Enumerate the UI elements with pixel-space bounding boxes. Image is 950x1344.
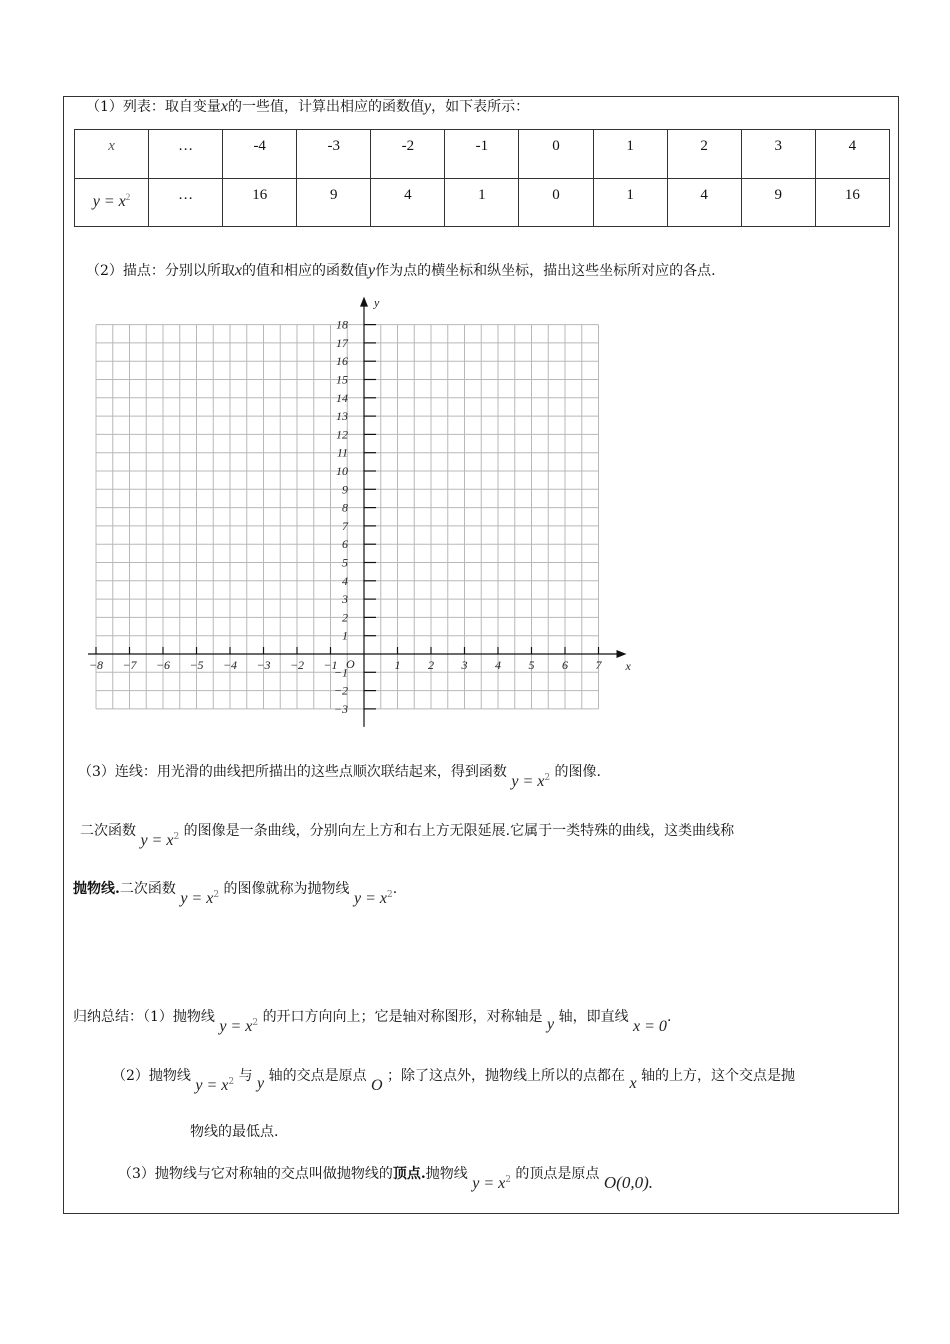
y-tick-label: 17 xyxy=(336,335,348,350)
x-tick-label: −4 xyxy=(222,658,238,672)
summary2-line: （2）抛物线 $y = x^2$ 与 y 轴的交点是原点 O ；除了这点外，抛物线上所以的点都在 x 轴的上方，这个交点是抛 xyxy=(112,1068,796,1094)
table-cell: 0 xyxy=(519,178,593,227)
table-cell: 1 xyxy=(593,178,667,227)
x-tick-label: −6 xyxy=(155,658,171,672)
x-tick-label: 2 xyxy=(428,658,434,672)
x-tick-label: 4 xyxy=(495,658,501,672)
value-table xyxy=(74,129,890,227)
y-tick-label: 13 xyxy=(336,409,348,424)
table-cell: 4 xyxy=(815,130,889,179)
table-row-x xyxy=(75,130,890,179)
summary3-line: （3）抛物线与它对称轴的交点叫做抛物线的顶点.抛物线 $y = x^2$ 的顶点是原点 O(0,0). xyxy=(118,1166,653,1192)
table-cell: -2 xyxy=(371,130,445,179)
table-cell: -1 xyxy=(445,130,519,179)
y-tick-label: 6 xyxy=(342,537,348,552)
table-cell: 16 xyxy=(815,178,889,227)
y-tick-label: 9 xyxy=(342,482,348,497)
x-tick-label: 5 xyxy=(528,658,535,672)
x-tick-label: −8 xyxy=(88,658,104,672)
table-cell: -4 xyxy=(223,130,297,179)
x-tick-label: −1 xyxy=(323,658,338,672)
y-tick-label: 1 xyxy=(342,628,348,643)
x-tick-label: −5 xyxy=(189,658,204,672)
y-tick-label: 10 xyxy=(336,464,348,478)
table-cell: -3 xyxy=(297,130,371,179)
table-cell: 16 xyxy=(223,178,297,227)
table-cell: 9 xyxy=(297,178,371,227)
x-axis-label: x xyxy=(625,659,631,673)
x-tick-label: 7 xyxy=(595,658,602,672)
table-cell: 9 xyxy=(741,178,815,227)
x-tick-label: 1 xyxy=(394,658,401,672)
x-axis-arrow xyxy=(617,650,627,658)
step1-line: （1）列表：取自变量x的一些值，计算出相应的函数值y，如下表所示： xyxy=(86,98,530,115)
table-cell: 4 xyxy=(667,178,741,227)
y-tick-label: 5 xyxy=(342,555,348,570)
y-tick-label: 2 xyxy=(342,610,348,625)
y-tick-label: −1 xyxy=(333,665,348,680)
step2-line: （2）描点：分别以所取x的值和相应的函数值y作为点的横坐标和纵坐标，描出这些坐标所对应的各点. xyxy=(86,262,716,279)
y-tick-label: 11 xyxy=(336,445,348,460)
step3-line: （3）连线：用光滑的曲线把所描出的这些点顺次联结起来，得到函数 $y = x^2$ 的图像. xyxy=(78,764,601,790)
y-tick-label: 8 xyxy=(342,500,348,515)
y-tick-label: −3 xyxy=(333,701,348,716)
table-cell: 2 xyxy=(667,130,741,179)
table-cell-formula: $y = x^2$ xyxy=(75,178,149,227)
y-tick-label: 18 xyxy=(336,317,348,332)
y-tick-label: −2 xyxy=(333,683,348,698)
y-tick-label: 14 xyxy=(336,390,348,405)
table-cell: 0 xyxy=(519,130,593,179)
para2-line: 抛物线.二次函数 $y = x^2$ 的图像就称为抛物线 $y = x^2$. xyxy=(73,881,398,907)
origin-label: O xyxy=(346,657,355,671)
table-cell: 4 xyxy=(371,178,445,227)
summary1-line: 归纳总结：（1）抛物线 $y = x^2$ 的开口方向向上；它是轴对称图形，对称轴是 y 轴，即直线 x = 0. xyxy=(73,1009,672,1035)
table-row-y xyxy=(75,178,890,227)
table-cell: … xyxy=(149,178,223,227)
para1-line: 二次函数 $y = x^2$ 的图像是一条曲线，分别向左上方和右上方无限延展.它属于一类特殊的曲线，这类曲线称 xyxy=(80,823,735,849)
x-tick-label: −7 xyxy=(122,658,137,672)
y-tick-label: 3 xyxy=(342,592,348,607)
table-cell: … xyxy=(149,130,223,179)
table-cell: 1 xyxy=(445,178,519,227)
y-tick-label: 7 xyxy=(342,518,348,533)
y-tick-label: 15 xyxy=(336,372,348,387)
table-cell: x xyxy=(75,130,149,179)
summary2-continued: 物线的最低点. xyxy=(190,1124,279,1140)
x-tick-label: −2 xyxy=(289,658,305,672)
table-cell: 3 xyxy=(741,130,815,179)
y-tick-label: 12 xyxy=(336,427,348,442)
y-tick-label: 4 xyxy=(342,573,348,588)
x-tick-label: 6 xyxy=(562,658,568,672)
y-tick-label: 16 xyxy=(336,354,348,369)
y-axis-label: y xyxy=(374,295,380,310)
table-cell: 1 xyxy=(593,130,667,179)
coordinate-grid xyxy=(80,290,650,735)
y-axis-arrow xyxy=(360,297,368,307)
var-x: x xyxy=(220,98,229,115)
var-y: y xyxy=(424,98,432,115)
x-tick-label: 3 xyxy=(461,658,468,672)
x-tick-label: −3 xyxy=(256,658,271,672)
